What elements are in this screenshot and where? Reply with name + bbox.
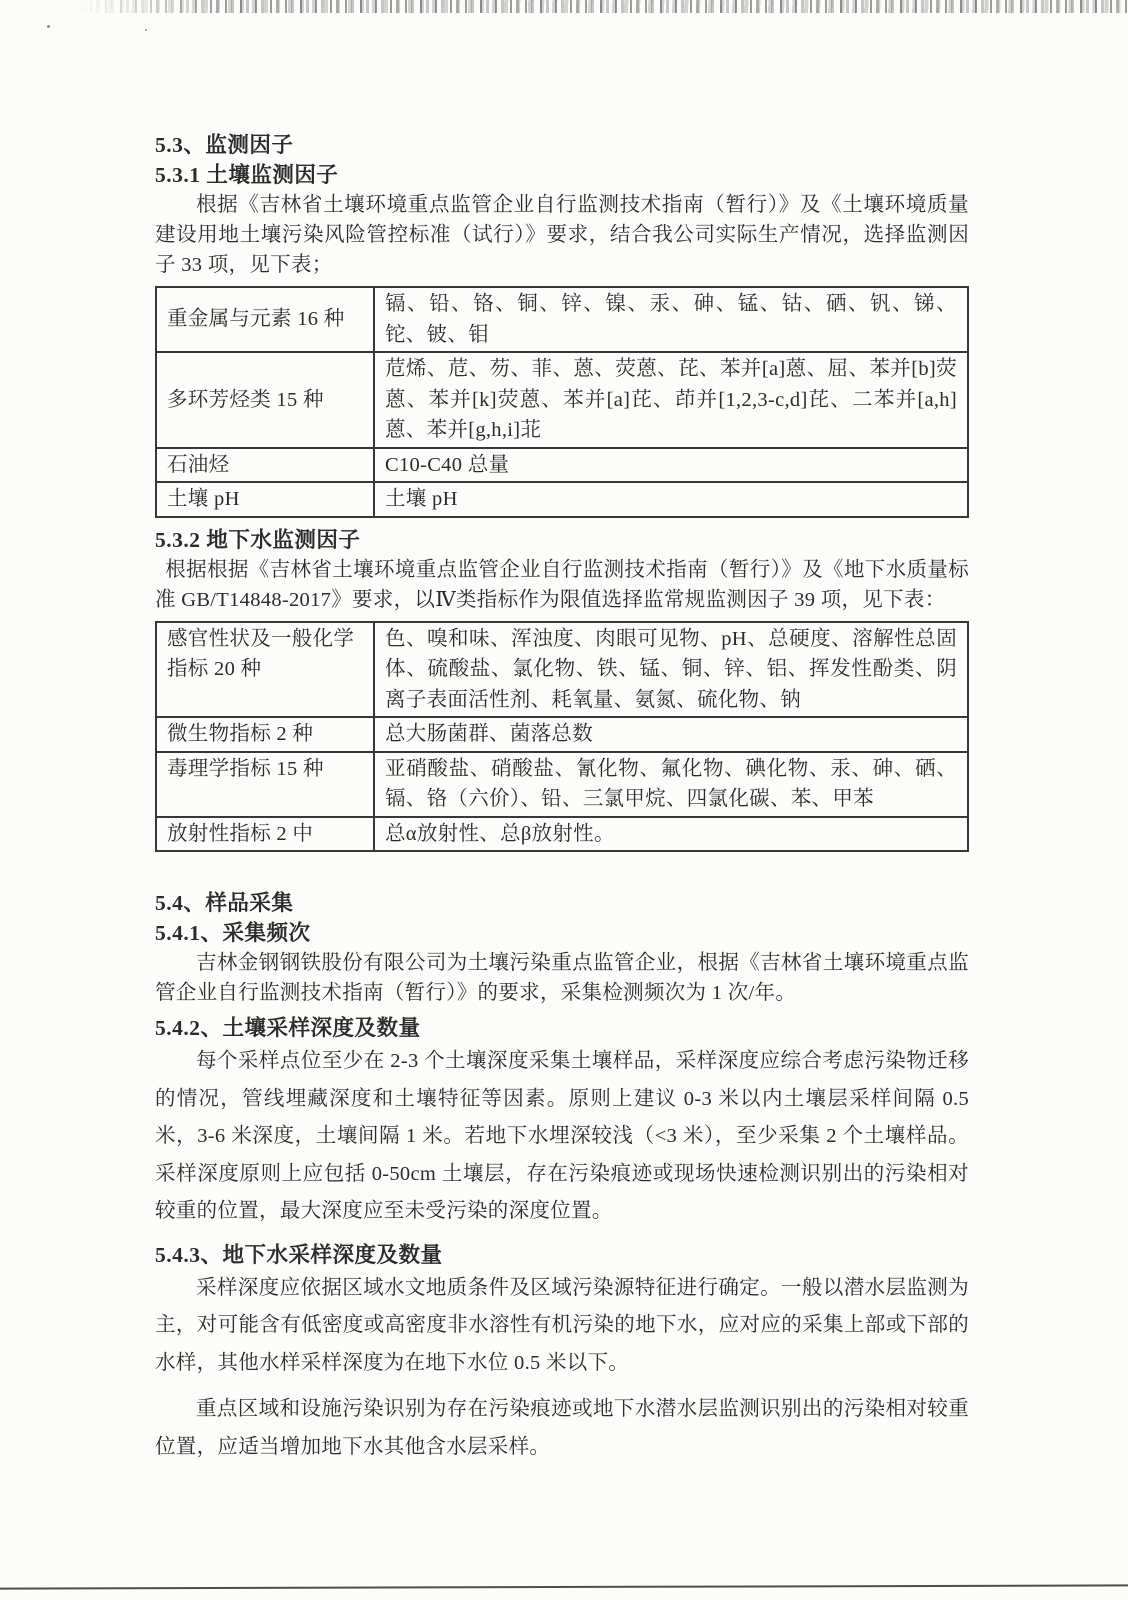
section-heading-5-3: 5.3、监测因子 — [155, 133, 294, 157]
section-heading-5-4-3: 5.4.3、地下水采样深度及数量 — [155, 1242, 443, 1267]
page-bottom-scan-edge — [0, 1584, 1128, 1589]
factor-category-cell: 放射性指标 2 中 — [156, 817, 374, 852]
factor-list-cell: 总α放射性、总β放射性。 — [374, 817, 968, 852]
table-row — [156, 622, 968, 718]
section-heading-5-4-2: 5.4.2、土壤采样深度及数量 — [155, 1016, 421, 1040]
factor-category-cell: 毒理学指标 15 种 — [156, 752, 374, 817]
section-heading-5-4: 5.4、样品采集 — [155, 891, 294, 915]
table-row — [156, 482, 968, 517]
groundwater-monitoring-factors-table — [155, 621, 969, 853]
body-paragraph-5-4-3-first: 采样深度应依据区域水文地质条件及区域污染源特征进行确定。一般以潜水层监测为主，对可能含有低密度或高密度非水溶性有机污染的地下水，应对应的采集上部或下部的水样，其他水样采样深度为在地下水位 0.5 米以下。 — [155, 1276, 969, 1374]
factor-list-cell: C10-C40 总量 — [374, 448, 968, 483]
factor-category-cell: 土壤 pH — [156, 482, 374, 517]
table-row — [156, 448, 968, 483]
table-row — [156, 717, 968, 752]
soil-monitoring-factors-table — [155, 286, 969, 518]
scanner-noise-band — [0, 0, 1128, 13]
body-paragraph-5-4-2: 每个采样点位至少在 2-3 个土壤深度采集土壤样品，采样深度应综合考虑污染物迁移的情况，管线埋藏深度和土壤特征等因素。原则上建议 0-3 米以内土壤层采样间隔 0.5 米，3-6 米深度，土壤间隔 1 米。若地下水埋深较浅（<3 米），至少采集 2 个土壤样品。采样深度原则上应包括 0-50cm 土壤层，存在污染痕迹或现场快速检测识别出的污染相对较重的位置，最大深度应至未受污染的深度位置。 — [155, 1050, 969, 1222]
section-heading-5-3-2: 5.3.2 地下水监测因子 — [155, 527, 361, 552]
scan-speck — [145, 29, 147, 31]
factor-category-cell: 重金属与元素 16 种 — [156, 287, 374, 352]
table-row — [156, 287, 968, 352]
section-heading-5-4-1: 5.4.1、采集频次 — [155, 921, 311, 945]
factor-category-cell: 微生物指标 2 种 — [156, 717, 374, 752]
table-row — [156, 752, 968, 817]
factor-list-cell: 色、嗅和味、浑浊度、肉眼可见物、pH、总硬度、溶解性总固体、硫酸盐、氯化物、铁、锰、铜、锌、铝、挥发性酚类、阴离子表面活性剂、耗氧量、氨氮、硫化物、钠 — [374, 622, 968, 718]
section-heading-5-3-1: 5.3.1 土壤监测因子 — [155, 163, 339, 187]
table-row — [156, 817, 968, 852]
factor-list-cell: 土壤 pH — [374, 482, 968, 517]
factor-list-cell: 亚硝酸盐、硝酸盐、氰化物、氟化物、碘化物、汞、砷、硒、镉、铬（六价）、铅、三氯甲烷、四氯化碳、苯、甲苯 — [374, 752, 968, 817]
scan-speck — [47, 25, 50, 28]
factor-list-cell: 镉、铅、铬、铜、锌、镍、汞、砷、锰、钴、硒、钒、锑、铊、铍、钼 — [374, 287, 968, 352]
factor-category-cell: 石油烃 — [156, 448, 374, 483]
intro-paragraph-5-3-1: 根据《吉林省土壤环境重点监管企业自行监测技术指南（暂行）》及《土壤环境质量建设用地土壤污染风险管控标准（试行）》要求，结合我公司实际生产情况，选择监测因子 33 项，见下表； — [155, 194, 969, 276]
factor-list-cell: 总大肠菌群、菌落总数 — [374, 717, 968, 752]
factor-category-cell: 感官性状及一般化学指标 20 种 — [156, 622, 374, 718]
intro-paragraph-5-3-2: 根据根据《吉林省土壤环境重点监管企业自行监测技术指南（暂行）》及《地下水质量标准 GB/T14848-2017》要求，以Ⅳ类指标作为限值选择监常规监测因子 39 项，见下表： — [155, 558, 969, 611]
document-content — [155, 130, 969, 1466]
body-paragraph-5-4-1: 吉林金钢钢铁股份有限公司为土壤污染重点监管企业，根据《吉林省土壤环境重点监管企业自行监测技术指南（暂行）》的要求，采集检测频次为 1 次/年。 — [155, 952, 969, 1004]
factor-list-cell: 苊烯、苊、芴、菲、蒽、荧蒽、芘、苯并[a]蒽、屈、苯并[b]荧蒽、苯并[k]荧蒽、苯并[a]芘、茚并[1,2,3-c,d]芘、二苯并[a,h]蒽、苯并[g,h,i]苝 — [374, 352, 968, 448]
body-paragraph-5-4-3-second: 重点区域和设施污染识别为存在污染痕迹或地下水潜水层监测识别出的污染相对较重位置，应适当增加地下水其他含水层采样。 — [155, 1398, 969, 1458]
factor-category-cell: 多环芳烃类 15 种 — [156, 352, 374, 448]
table-row — [156, 352, 968, 448]
